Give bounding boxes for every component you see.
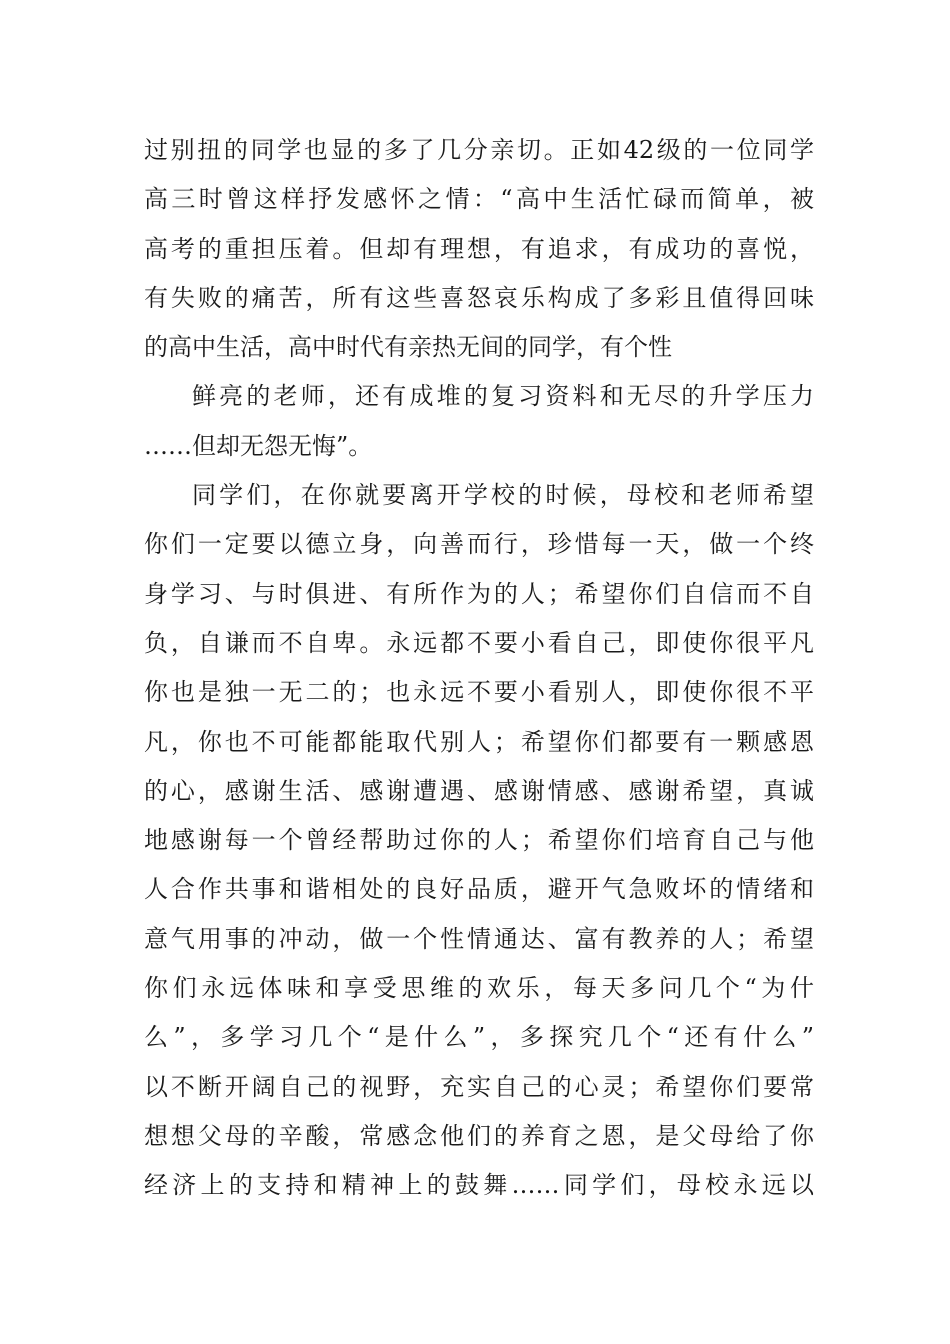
paragraph-start-line: 鲜亮的老师，还有成堆的复习资料和无尽的升学压力 [192,382,814,411]
text-line: 凡，你也不可能都能取代别人；希望你们都要有一颗感恩 [144,727,814,756]
text-line: 地感谢每一个曾经帮助过你的人；希望你们培育自己与他 [144,826,814,855]
text-line: 想想父母的辛酸，常感念他们的养育之恩，是父母给了你 [144,1121,814,1150]
text-line: 负，自谦而不自卑。永远都不要小看自己，即使你很平凡 [144,628,814,657]
text-line: 意气用事的冲动，做一个性情通达、富有教养的人；希望 [144,924,814,953]
text-line: 你也是独一无二的；也永远不要小看别人，即使你很不平 [144,678,814,707]
text-line: 身学习、与时俱进、有所作为的人；希望你们自信而不自 [144,579,814,608]
text-line: 经济上的支持和精神上的鼓舞……同学们，母校永远以 [144,1171,814,1200]
body-text [144,126,814,1211]
text-line: 高考的重担压着。但却有理想，有追求，有成功的喜悦， [144,234,814,263]
text-line: 你们一定要以德立身，向善而行，珍惜每一天，做一个终 [144,530,814,559]
text-line: 的高中生活，高中时代有亲热无间的同学，有个性 [144,333,672,362]
paragraph-start-line: 同学们，在你就要离开学校的时候，母校和老师希望 [192,481,814,510]
text-line: 你们永远体味和享受思维的欢乐，每天多问几个“为什 [144,974,814,1003]
text-line: ……但却无怨无悔”。 [144,431,373,460]
text-line: 以不断开阔自己的视野，充实自己的心灵；希望你们要常 [144,1072,814,1101]
text-line: 高三时曾这样抒发感怀之情：“高中生活忙碌而简单，被 [144,185,814,214]
text-line: 过别扭的同学也显的多了几分亲切。正如42级的一位同学 [144,136,814,164]
text-line: 的心，感谢生活、感谢遭遇、感谢情感、感谢希望，真诚 [144,776,814,805]
text-line: 有失败的痛苦，所有这些喜怒哀乐构成了多彩且值得回味 [144,283,814,312]
text-line: 么”，多学习几个“是什么”，多探究几个“还有什么” [144,1023,814,1052]
text-line: 人合作共事和谐相处的良好品质，避开气急败坏的情绪和 [144,875,814,904]
